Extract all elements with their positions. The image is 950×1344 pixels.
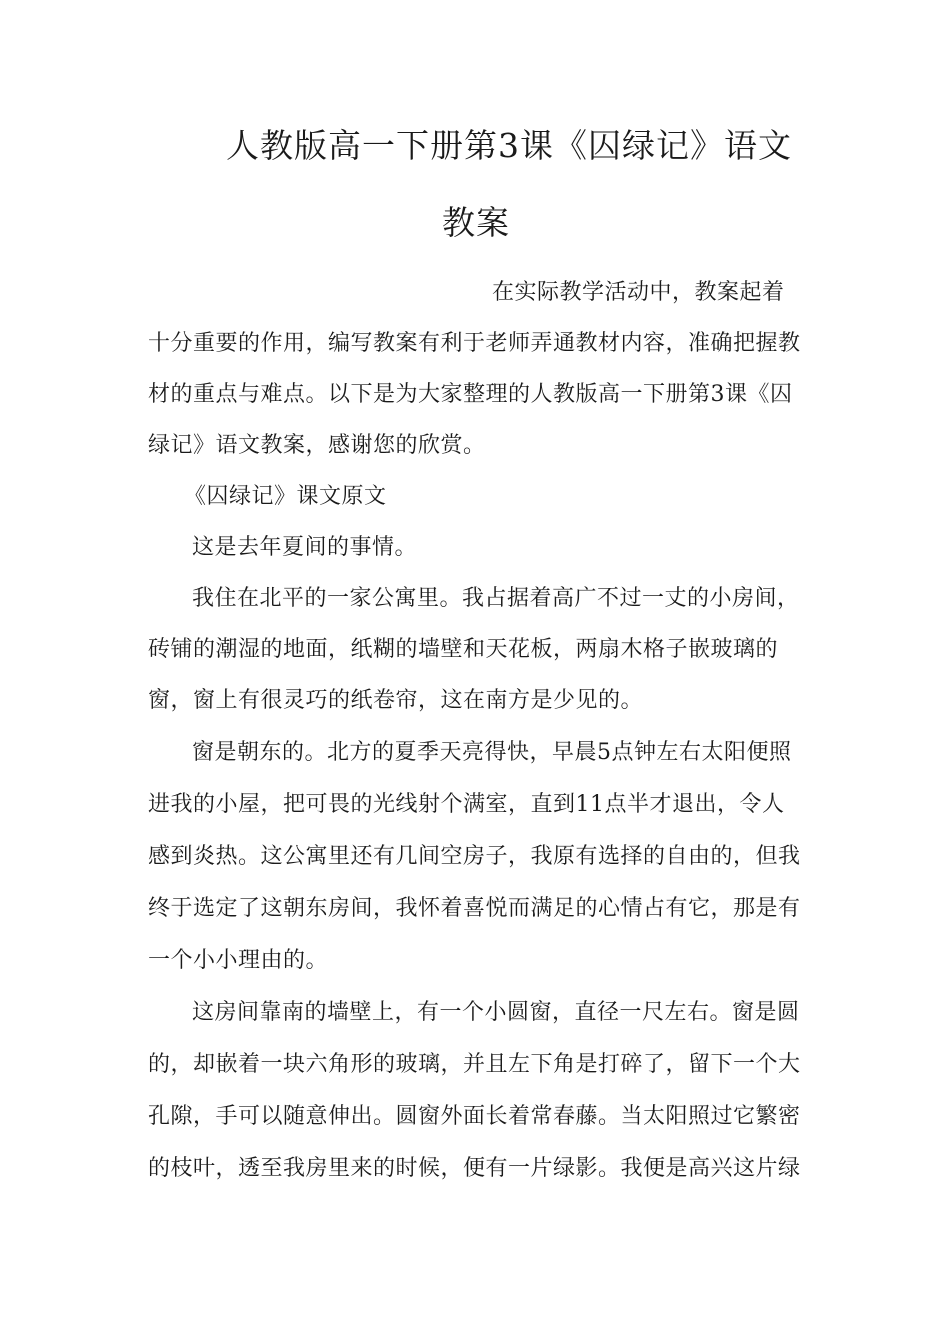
text-line: 一个小小理由的。 xyxy=(148,948,329,973)
text-line: 的枝叶，透至我房里来的时候，便有一片绿影。我便是高兴这片绿 xyxy=(148,1156,801,1181)
text-line: 我住在北平的一家公寓里。我占据着高广不过一丈的小房间， xyxy=(192,586,800,611)
document-title-line-1: 人教版高一下册第3课《囚绿记》语文 xyxy=(226,126,792,165)
text-line: 材的重点与难点。以下是为大家整理的人教版高一下册第3课《囚 xyxy=(148,382,793,407)
text-line: 的，却嵌着一块六角形的玻璃，并且左下角是打碎了，留下一个大 xyxy=(148,1052,801,1077)
text-line: 十分重要的作用，编写教案有利于老师弄通教材内容，准确把握教 xyxy=(148,331,801,356)
text-line: 进我的小屋，把可畏的光线射个满室，直到11点半才退出，令人 xyxy=(148,792,785,817)
text-line: 砖铺的潮湿的地面，纸糊的墙壁和天花板，两扇木格子嵌玻璃的 xyxy=(148,637,779,662)
section-heading: 《囚绿记》课文原文 xyxy=(184,484,387,509)
text-line: 终于选定了这朝东房间，我怀着喜悦而满足的心情占有它，那是有 xyxy=(148,896,801,921)
text-line: 孔隙，手可以随意伸出。圆窗外面长着常春藤。当太阳照过它繁密 xyxy=(148,1104,801,1129)
text-line: 这是去年夏间的事情。 xyxy=(192,535,418,560)
text-line: 感到炎热。这公寓里还有几间空房子，我原有选择的自由的，但我 xyxy=(148,844,801,869)
text-line: 窗，窗上有很灵巧的纸卷帘，这在南方是少见的。 xyxy=(148,688,644,713)
document-title-line-2: 教案 xyxy=(442,203,510,242)
text-line: 在实际教学活动中，教案起着 xyxy=(492,280,785,305)
text-line: 这房间靠南的墙壁上，有一个小圆窗，直径一尺左右。窗是圆 xyxy=(192,1000,800,1025)
text-line: 绿记》语文教案，感谢您的欣赏。 xyxy=(148,433,486,458)
text-line: 窗是朝东的。北方的夏季天亮得快，早晨5点钟左右太阳便照 xyxy=(192,740,792,765)
